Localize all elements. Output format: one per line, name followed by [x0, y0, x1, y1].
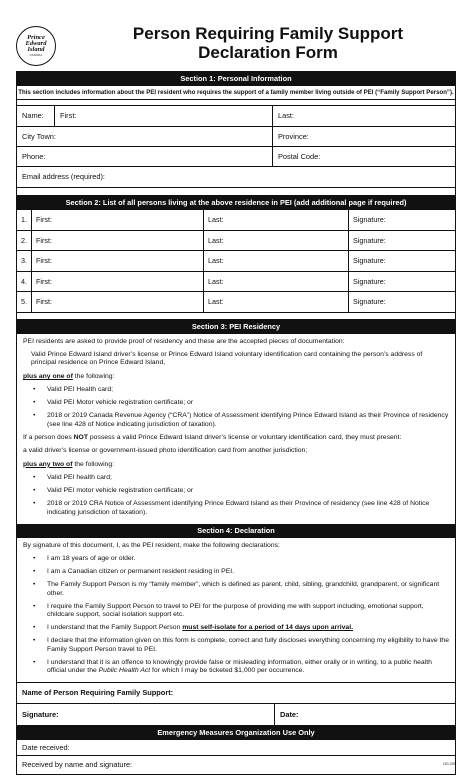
not-emphasis: NOT: [73, 433, 88, 441]
date-label: Date:: [280, 709, 299, 719]
date-received-row: [17, 740, 455, 756]
title-line2: Declaration Form: [198, 43, 338, 62]
logo-line2: Edward: [25, 39, 47, 47]
list-item: • I understand that the Family Support Person must self-isolate for a period of 14 days upon arrival.: [33, 624, 449, 632]
requester-name-row: [17, 682, 455, 704]
province-label: Province:: [278, 131, 309, 141]
city-label: City Town:: [22, 131, 56, 141]
person-last-label: Last:: [208, 215, 224, 225]
list-item: • 2018 or 2019 CRA Notice of Assessment identifying Prince Edward Island as their Province of residency (see line 428 of Notice indicating jurisdiction of taxation).: [33, 500, 449, 517]
person-last-label: Last:: [208, 256, 224, 266]
email-label: Email address (required):: [22, 172, 105, 182]
title-line1: Person Requiring Family Support: [132, 24, 404, 43]
requester-name-field[interactable]: [17, 683, 455, 703]
email-row: [17, 167, 455, 188]
pei-logo: [16, 26, 56, 66]
plus-any-two: plus any two of: [23, 460, 73, 468]
section3-spacer: [17, 313, 455, 320]
list-item: • I am 18 years of age or older.: [33, 555, 449, 563]
page-title: [118, 24, 418, 62]
signature-field[interactable]: [17, 704, 275, 725]
first-name-field[interactable]: [55, 106, 273, 126]
date-received-label: Date received:: [22, 742, 70, 752]
person-last-field[interactable]: [204, 210, 349, 230]
declaration-list: [23, 555, 449, 675]
received-by-row: [17, 756, 455, 774]
name-label-cell: [17, 106, 55, 126]
city-field[interactable]: [17, 127, 273, 146]
person-signature-label: Signature:: [353, 256, 386, 266]
plus-any-two-line: [23, 461, 449, 469]
person-signature-label: Signature:: [353, 235, 386, 245]
persons-table: [17, 210, 455, 313]
city-row: [17, 127, 455, 147]
name-row: [17, 106, 455, 127]
declaration-text: [17, 538, 455, 682]
received-by-field[interactable]: [17, 756, 455, 774]
person-first-label: First:: [36, 297, 52, 307]
person-first-label: First:: [36, 235, 52, 245]
list-item: • I am a Canadian citizen or permanent resident residing in PEI.: [33, 568, 449, 576]
signature-label: Signature:: [22, 709, 59, 719]
person-row: [17, 231, 455, 252]
person-row: [17, 272, 455, 293]
person-row: [17, 292, 455, 313]
person-row-number: 4.: [17, 272, 32, 292]
emo-header: Emergency Measures Organization Use Only: [17, 726, 455, 740]
section1-header: Section 1: Personal Information: [17, 72, 455, 86]
last-name-field[interactable]: [273, 106, 455, 126]
person-first-field[interactable]: [32, 292, 204, 312]
person-last-label: Last:: [208, 276, 224, 286]
person-signature-label: Signature:: [353, 276, 386, 286]
section3-header: Section 3: PEI Residency: [17, 320, 455, 334]
plus-any-one: plus any one of: [23, 372, 73, 380]
person-first-label: First:: [36, 256, 52, 266]
person-last-label: Last:: [208, 297, 224, 307]
name-label: Name:: [22, 111, 44, 121]
logo-line3: Island: [27, 45, 45, 53]
person-first-field[interactable]: [32, 272, 204, 292]
person-last-field[interactable]: [204, 292, 349, 312]
declaration-form: [16, 71, 456, 775]
residency-alt-intro: If a person does NOT possess a valid Prince Edward Island driver’s license or voluntary identification card, they must present:: [23, 433, 402, 441]
person-signature-label: Signature:: [353, 215, 386, 225]
requester-name-label: Name of Person Requiring Family Support:: [22, 688, 174, 698]
person-row-number: 5.: [17, 292, 32, 312]
person-signature-field[interactable]: [349, 251, 455, 271]
list-item: • I understand that it is an offence to knowingly provide false or misleading information, either orally or in writing, to a public health official under the Public Health Act for which I may be ticketed $1,000 per occurrence.: [33, 659, 449, 676]
plus-any-one-line: [23, 373, 449, 381]
residency-intro: PEI residents are asked to provide proof of residency and these are the accepted pieces of documentation:: [23, 337, 345, 345]
person-last-field[interactable]: [204, 251, 349, 271]
list-item: • Valid PEI Health card;: [33, 386, 449, 394]
person-first-label: First:: [36, 276, 52, 286]
person-signature-field[interactable]: [349, 272, 455, 292]
person-first-field[interactable]: [32, 251, 204, 271]
person-first-field[interactable]: [32, 210, 204, 230]
person-signature-field[interactable]: [349, 292, 455, 312]
document-code: DG-205: [443, 762, 456, 766]
phone-row: [17, 147, 455, 167]
person-last-field[interactable]: [204, 272, 349, 292]
last-name-label: Last:: [278, 111, 295, 121]
phone-label: Phone:: [22, 151, 46, 161]
list-item: • Valid PEI motor vehicle registration certificate; or: [33, 487, 449, 495]
person-signature-label: Signature:: [353, 297, 386, 307]
residency-list-1: [23, 386, 449, 429]
person-row: [17, 251, 455, 272]
residency-text: [17, 334, 455, 524]
postal-code-label: Postal Code:: [278, 151, 321, 161]
person-row-number: 2.: [17, 231, 32, 251]
person-last-label: Last:: [208, 235, 224, 245]
section2-spacer: [17, 188, 455, 196]
person-first-label: First:: [36, 215, 52, 225]
residency-alt-doc: a valid driver’s license or government-issued photo identification card from another jurisdiction;: [23, 447, 308, 455]
declaration-intro: By signature of this document, I, as the PEI resident, make the following declarations:: [23, 541, 280, 549]
first-name-label: First:: [60, 111, 77, 121]
person-row: [17, 210, 455, 231]
section2-header: Section 2: List of all persons living at the above residence in PEI (add additional page if required): [17, 196, 455, 210]
person-row-number: 1.: [17, 210, 32, 230]
plus-any-two-rest: the following:: [72, 460, 115, 468]
person-last-field[interactable]: [204, 231, 349, 251]
list-item: • Valid PEI Motor vehicle registration certificate; or: [33, 399, 449, 407]
plus-any-one-rest: the following:: [72, 372, 115, 380]
public-health-act: Public Health Act: [98, 667, 151, 675]
person-row-number: 3.: [17, 251, 32, 271]
person-signature-field[interactable]: [349, 231, 455, 251]
self-isolate-emphasis: must self-isolate for a period of 14 days upon arrival.: [182, 624, 353, 632]
list-item: • 2018 or 2019 Canada Revenue Agency (“CRA”) Notice of Assessment identifying Prince Edward Island as their Province of residency (see line 428 of Notice indicating jurisdiction of taxation).: [33, 412, 449, 429]
postal-code-field[interactable]: [273, 147, 455, 166]
list-item: • I require the Family Support Person to travel to PEI for the purpose of providing me with support including, emotional support, childcare support, social isolation support etc.: [33, 603, 449, 620]
date-received-field[interactable]: [17, 740, 455, 755]
province-field[interactable]: [273, 127, 455, 146]
list-item: • The Family Support Person is my “family member”, which is defined as parent, child, sibling, grandchild, grandparent, or significant other.: [33, 581, 449, 598]
date-field[interactable]: [275, 704, 455, 725]
logo-line1: Prince: [27, 33, 45, 41]
email-field[interactable]: [17, 167, 455, 187]
list-item: • Valid PEI health card;: [33, 474, 449, 482]
residency-list-2: [23, 474, 449, 517]
person-first-field[interactable]: [32, 231, 204, 251]
signature-row: [17, 704, 455, 726]
person-signature-field[interactable]: [349, 210, 455, 230]
list-item: • I declare that the information given on this form is complete, correct and fully discloses everything concerning my eligibility to have the Family Support Person travel to PEI.: [33, 637, 449, 654]
section4-header: Section 4: Declaration: [17, 524, 455, 538]
phone-field[interactable]: [17, 147, 273, 166]
received-by-label: Received by name and signature:: [22, 760, 133, 770]
section1-intro: This section includes information about the PEI resident who requires the support of a family member living outside of PEI (“Family Support Person”).: [17, 86, 455, 100]
logo-sub: CANADA: [29, 52, 43, 57]
residency-primary-doc: Valid Prince Edward Island driver’s license or Prince Edward Island voluntary identification card containing the person’s address of principal residence on Prince Edward Island,: [31, 350, 423, 367]
